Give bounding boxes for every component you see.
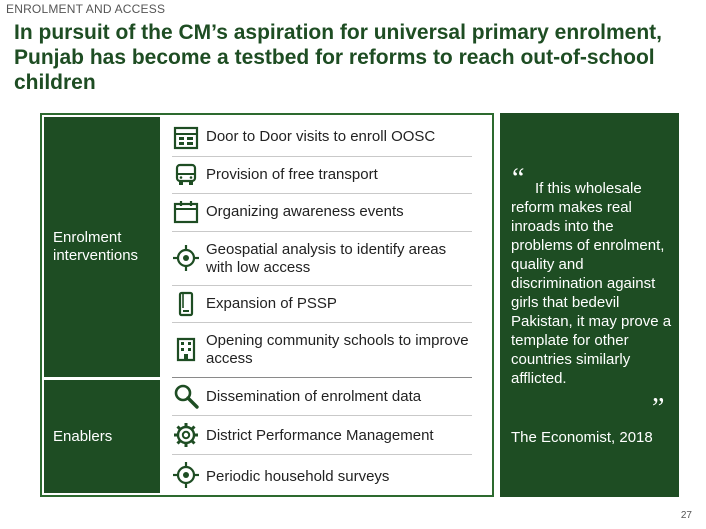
divider bbox=[172, 285, 472, 286]
item-label: Expansion of PSSP bbox=[206, 295, 337, 312]
enrolment-group-label: Enrolment interventions bbox=[53, 229, 139, 264]
divider bbox=[172, 454, 472, 455]
item-label: Periodic household surveys bbox=[206, 468, 390, 485]
list-item bbox=[170, 236, 474, 284]
quote-text bbox=[511, 179, 677, 388]
divider bbox=[172, 415, 472, 416]
list-item bbox=[170, 198, 474, 228]
item-label: Provision of free transport bbox=[206, 166, 378, 183]
phone-icon bbox=[172, 290, 200, 318]
item-label: Dissemination of enrolment data bbox=[206, 388, 422, 405]
list-item bbox=[170, 161, 474, 191]
magnifier-icon bbox=[172, 382, 200, 410]
target-icon bbox=[172, 244, 200, 272]
quote-panel bbox=[500, 113, 679, 497]
divider bbox=[172, 231, 472, 232]
enrolment-group-block bbox=[44, 117, 160, 377]
item-label: Door to Door visits to enroll OOSC bbox=[206, 128, 436, 145]
item-label: Organizing awareness events bbox=[206, 203, 404, 220]
list-item bbox=[170, 420, 474, 450]
list-item bbox=[170, 460, 474, 490]
section-kicker: ENROLMENT AND ACCESS bbox=[6, 2, 166, 16]
list-item bbox=[170, 327, 474, 375]
divider bbox=[172, 377, 472, 378]
open-quote-mark: “ bbox=[512, 163, 525, 194]
close-quote-mark: ” bbox=[652, 393, 665, 424]
quote-body: If this wholesale reform makes real inroads into the problems of enrolment, quality and discrimination against girls that bedevil Pakistan, it may prove a template for other countries similarly afflicted. bbox=[511, 180, 672, 387]
building-icon bbox=[172, 335, 200, 363]
page-number: 27 bbox=[680, 510, 692, 521]
divider bbox=[172, 322, 472, 323]
gear-icon bbox=[172, 421, 200, 449]
target-icon bbox=[172, 461, 200, 489]
bus-icon bbox=[172, 161, 200, 189]
item-label: Geospatial analysis to identify areas with low access bbox=[206, 241, 447, 276]
page-title: In pursuit of the CM’s aspiration for universal primary enrolment, Punjab has become a testbed for reforms to reach out-of-school children bbox=[14, 21, 662, 94]
divider bbox=[172, 193, 472, 194]
item-label: Opening community schools to improve access bbox=[206, 332, 469, 367]
item-label: District Performance Management bbox=[206, 427, 434, 444]
quote-source: The Economist, 2018 bbox=[511, 429, 653, 446]
calendar-icon bbox=[172, 198, 200, 226]
list-item bbox=[170, 124, 474, 154]
list-item bbox=[170, 290, 474, 320]
divider bbox=[172, 156, 472, 157]
enablers-group-label: Enablers bbox=[53, 428, 113, 445]
list-item bbox=[170, 382, 474, 412]
enablers-group-block bbox=[44, 380, 160, 493]
door-to-door-icon bbox=[172, 124, 200, 152]
